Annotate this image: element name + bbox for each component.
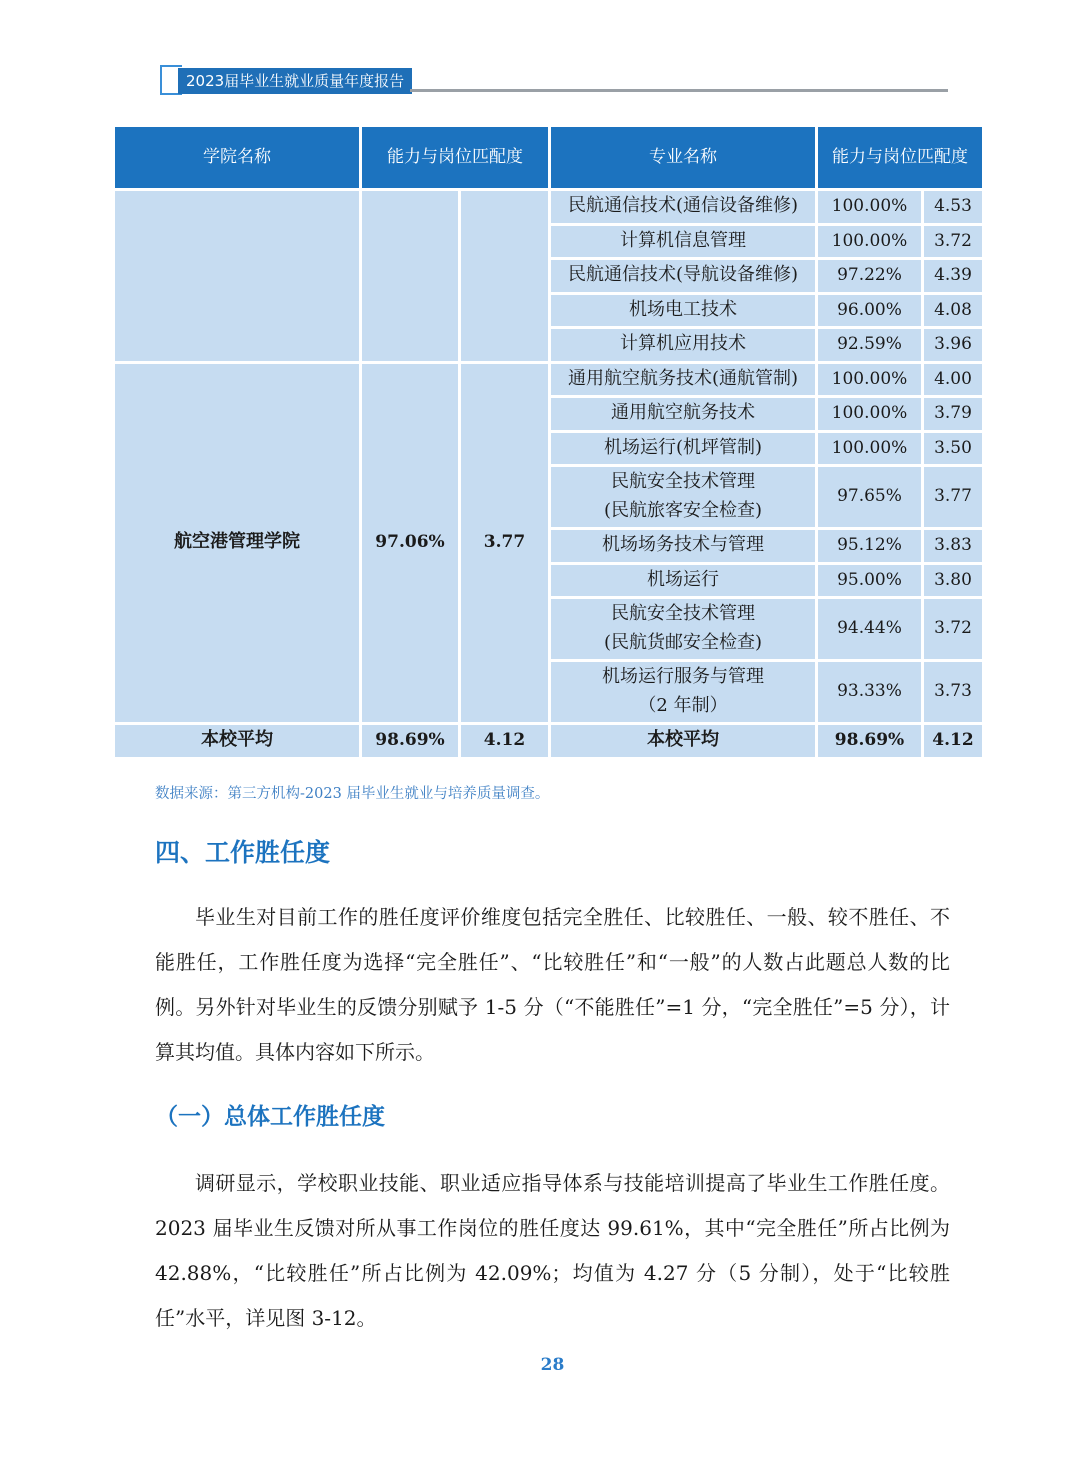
paragraph: 调研显示，学校职业技能、职业适应指导体系与技能培训提高了毕业生工作胜任度。2023 届毕业生反馈对所从事工作岗位的胜任度达 99.61%，其中“完全胜任”所占比例为 42.88%，“比较胜任”所占比例为 42.09%；均值为 4.27 分（5 分制），处于“比较胜任”水平，详见图 3-12。 <box>155 1171 950 1330</box>
major-pct: 95.12% <box>818 530 921 562</box>
major-pct: 100.00% <box>818 433 921 465</box>
major-score: 4.39 <box>924 260 982 292</box>
major-name: 通用航空航务技术 <box>551 398 815 430</box>
major-name-line1: 民航安全技术管理 <box>611 471 755 493</box>
average-score: 4.12 <box>924 725 982 757</box>
major-name: 机场运行(机坪管制) <box>551 433 815 465</box>
major-pct: 95.00% <box>818 565 921 597</box>
major-name: 计算机应用技术 <box>551 329 815 361</box>
average-score: 4.12 <box>461 725 548 757</box>
major-name-multiline <box>551 662 815 722</box>
page-number: 28 <box>540 1355 565 1375</box>
header-major: 专业名称 <box>551 127 815 188</box>
data-source-note: 数据来源：第三方机构-2023 届毕业生就业与培养质量调查。 <box>155 786 550 802</box>
header-major-match: 能力与岗位匹配度 <box>818 127 982 188</box>
major-name: 民航通信技术(导航设备维修) <box>551 260 815 292</box>
major-pct: 97.65% <box>818 467 921 527</box>
major-score: 3.73 <box>924 662 982 722</box>
report-header-title: 2023届毕业生就业质量年度报告 <box>178 68 412 94</box>
major-pct: 100.00% <box>818 226 921 258</box>
college-name: 航空港管理学院 <box>115 364 359 723</box>
major-pct: 100.00% <box>818 398 921 430</box>
major-pct: 96.00% <box>818 295 921 327</box>
major-name: 通用航空航务技术(通航管制) <box>551 364 815 396</box>
major-name-line1: 机场运行服务与管理 <box>602 666 764 688</box>
major-score: 3.79 <box>924 398 982 430</box>
major-score: 3.72 <box>924 599 982 659</box>
major-score: 3.77 <box>924 467 982 527</box>
header-college: 学院名称 <box>115 127 359 188</box>
major-pct: 100.00% <box>818 364 921 396</box>
major-score: 3.72 <box>924 226 982 258</box>
major-name-line2: (民航货邮安全检查) <box>603 632 763 653</box>
major-name-line1: 民航安全技术管理 <box>611 603 755 625</box>
major-name: 机场场务技术与管理 <box>551 530 815 562</box>
major-pct: 92.59% <box>818 329 921 361</box>
major-score: 3.80 <box>924 565 982 597</box>
major-name-line2: （2 年制） <box>638 695 728 716</box>
average-label: 本校平均 <box>115 725 359 757</box>
major-score: 4.53 <box>924 191 982 223</box>
subsection-title: （一）总体工作胜任度 <box>155 1104 385 1130</box>
major-pct: 100.00% <box>818 191 921 223</box>
college-cell-group1 <box>115 191 359 361</box>
major-name: 民航通信技术(通信设备维修) <box>551 191 815 223</box>
major-name: 机场电工技术 <box>551 295 815 327</box>
major-name: 计算机信息管理 <box>551 226 815 258</box>
major-pct: 93.33% <box>818 662 921 722</box>
average-pct: 98.69% <box>362 725 458 757</box>
major-pct: 94.44% <box>818 599 921 659</box>
header-college-match: 能力与岗位匹配度 <box>362 127 548 188</box>
college-score-cell-group1 <box>461 191 548 361</box>
matching-table <box>115 127 991 751</box>
average-label: 本校平均 <box>551 725 815 757</box>
major-name-line2: (民航旅客安全检查) <box>603 500 763 521</box>
major-name: 机场运行 <box>551 565 815 597</box>
major-score: 4.08 <box>924 295 982 327</box>
college-score: 3.77 <box>461 364 548 723</box>
major-name-multiline <box>551 467 815 527</box>
college-pct-cell-group1 <box>362 191 458 361</box>
college-pct: 97.06% <box>362 364 458 723</box>
major-score: 3.83 <box>924 530 982 562</box>
major-name-multiline <box>551 599 815 659</box>
major-score: 4.00 <box>924 364 982 396</box>
paragraph: 毕业生对目前工作的胜任度评价维度包括完全胜任、比较胜任、一般、较不胜任、不能胜任，工作胜任度为选择“完全胜任”、“比较胜任”和“一般”的人数占此题总人数的比例。另外针对毕业生的反馈分别赋予 1-5 分（“不能胜任”=1 分，“完全胜任”=5 分），计算其均值。具体内容如下所示。 <box>155 905 950 1064</box>
header-rule <box>410 89 948 92</box>
average-pct: 98.69% <box>818 725 921 757</box>
major-score: 3.50 <box>924 433 982 465</box>
section-title: 四、工作胜任度 <box>155 838 331 867</box>
major-score: 3.96 <box>924 329 982 361</box>
major-pct: 97.22% <box>818 260 921 292</box>
